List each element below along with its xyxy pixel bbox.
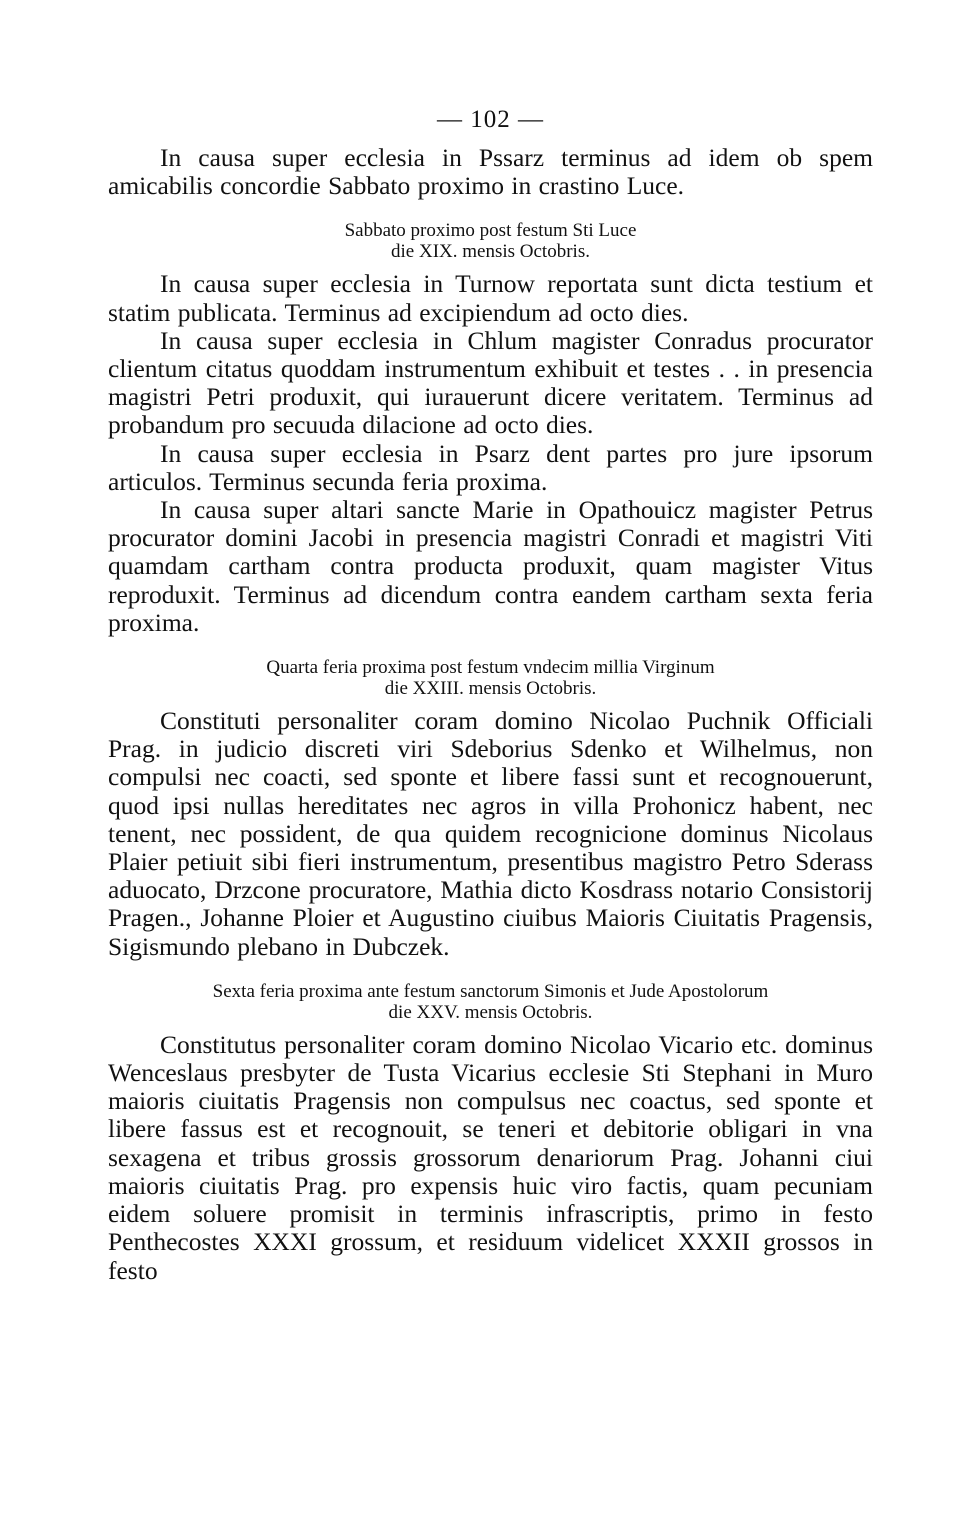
date-heading-line: Sexta feria proxima ante festum sanctorum Simonis et Jude Apostolorum [212,980,769,1002]
date-heading-xxv [108,981,873,1023]
date-heading-xxiii [108,657,873,699]
date-heading-xix [108,220,873,262]
paragraph-pssarz: In causa super ecclesia in Pssarz terminus ad idem ob spem amicabilis concordie Sabbato proximo in crastino Luce. [108,143,873,201]
paragraph-opathouicz: In causa super altari sancte Marie in Opathouicz magister Petrus procurator domini Jacobi in presencia magistri Conradi et magistri Viti quamdam cartham contra producta produxit, quam magister Vitus reproduxit. Terminus ad dicendum contra eandem cartham sexta feria proxima. [108,495,873,637]
page-number: — 102 — [437,106,544,133]
date-heading-line: die XIX. mensis Octobris. [391,241,590,263]
paragraph-constitutus: Constitutus personaliter coram domino Nicolao Vicario etc. dominus Wenceslaus presbyter de Tusta Vicarius ecclesie Sti Stephani in Muro maioris ciuitatis Pragensis non compulsus nec coactus, sed sponte et libere fassus est et recognouit, se teneri et debitorie obligari in vna sexagena et tribus grossis grossorum denariorum Prag. Johanni ciui maioris ciuitatis Prag. pro expensis huic viro factis, quam pecuniam eidem soluere promisit in terminis infrascriptis, primo in festo Penthecostes XXXI grossum, et residuum videlicet XXXII grossos in festo [108,1029,873,1285]
date-heading-line: die XXV. mensis Octobris. [388,1001,593,1023]
document-page [108,100,873,1285]
date-heading-line: Quarta feria proxima post festum vndecim millia Virginum [266,657,715,679]
paragraph-chlum: In causa super ecclesia in Chlum magister Conradus procurator clientum citatus quoddam instrumentum exhibuit et testes . . in presencia magistri Petri produxit, qui iurauerunt dicere veritatem. Terminus ad probandum pro secuuda dilacione ad octo dies. [108,325,873,440]
paragraph-psarz: In causa super ecclesia in Psarz dent partes pro jure ipsorum articulos. Terminus secunda feria proxima. [108,438,873,496]
date-heading-line: Sabbato proximo post festum Sti Luce [344,220,637,242]
date-heading-line: die XXIII. mensis Octobris. [384,678,597,700]
paragraph-constituti: Constituti personaliter coram domino Nicolao Puchnik Officiali Prag. in judicio discreti viri Sdeborius Sdenko et Wilhelmus, non compulsi nec coacti, sed sponte et libere fassi sunt et recognouerunt, quod ipsi nullas hereditates nec agros in villa Prohonicz habent, nec tenent, nec possident, de qua quidem recognicione dominus Nicolaus Plaier petiuit sibi fieri instrumentum, presentibus magistro Petro Sderass aduocato, Drzcone procuratore, Mathia dicto Kosdrass notario Consistorij Pragen., Johanne Ploier et Augustino ciuibus Maioris Ciuitatis Pragensis, Sigismundo plebano in Dubczek. [108,706,873,961]
paragraph-turnow: In causa super ecclesia in Turnow reportata sunt dicta testium et statim publicata. Terminus ad excipiendum ad octo dies. [108,269,873,327]
